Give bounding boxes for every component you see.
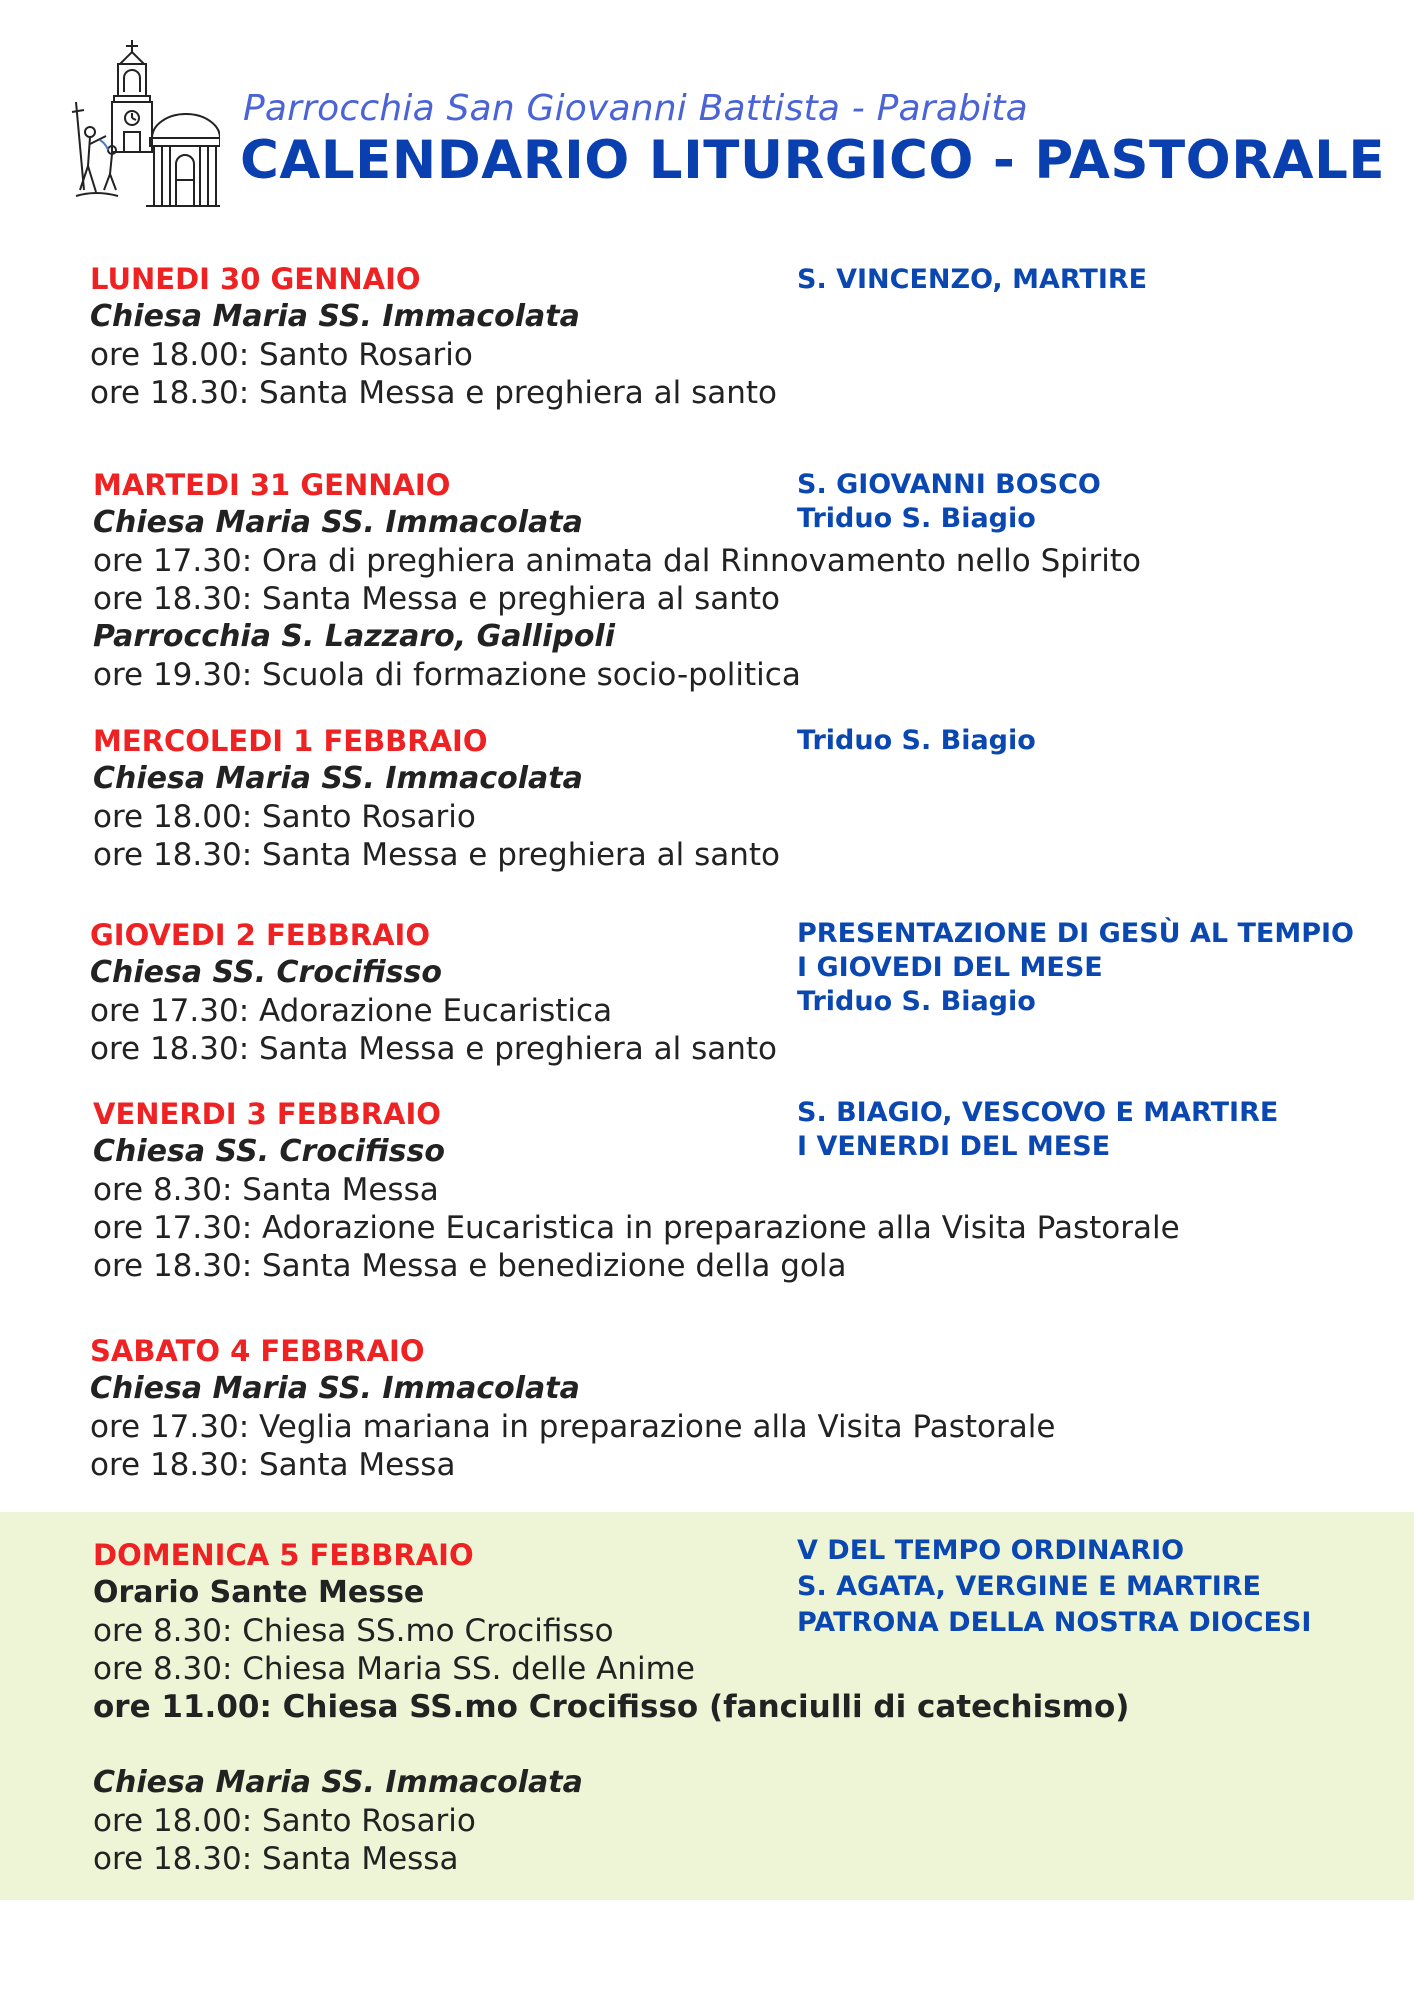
day-block (90, 916, 777, 1068)
schedule-entry: ore 18.30: Santa Messa (90, 1447, 456, 1483)
church-name: Parrocchia S. Lazzaro, Gallipoli (93, 619, 615, 654)
schedule-entry: ore 17.30: Veglia mariana in preparazione alla Visita Pastorale (90, 1409, 1056, 1445)
feast-info (797, 1533, 1311, 1641)
day-title: DOMENICA 5 FEBBRAIO (93, 1538, 474, 1572)
feast-info (797, 724, 1036, 758)
feast-line: S. VINCENZO, MARTIRE (797, 264, 1148, 295)
schedule-entry: ore 19.30: Scuola di formazione socio-politica (93, 657, 801, 693)
schedule-entry: ore 18.30: Santa Messa e preghiera al santo (90, 375, 778, 411)
feast-line: Triduo S. Biagio (797, 725, 1036, 756)
feast-line: S. AGATA, VERGINE E MARTIRE (797, 1571, 1261, 1602)
church-name: Chiesa SS. Crocifisso (93, 1134, 445, 1169)
feast-line: PRESENTAZIONE DI GESÙ AL TEMPIO (797, 918, 1354, 949)
day-title: SABATO 4 FEBBRAIO (90, 1334, 425, 1368)
day-block (90, 1332, 1055, 1484)
feast-line: S. GIOVANNI BOSCO (797, 469, 1101, 500)
day-block (93, 722, 780, 874)
day-title: GIOVEDI 2 FEBBRAIO (90, 918, 430, 952)
church-name: Chiesa Maria SS. Immacolata (93, 1765, 583, 1800)
mass-entry: ore 8.30: Chiesa Maria SS. delle Anime (93, 1651, 695, 1687)
feast-info (797, 468, 1101, 536)
parish-logo (70, 40, 220, 212)
schedule-entry: ore 8.30: Santa Messa (93, 1172, 439, 1208)
day-block (90, 260, 777, 412)
feast-info (797, 1096, 1278, 1164)
feast-line: S. BIAGIO, VESCOVO E MARTIRE (797, 1097, 1279, 1128)
day-title: LUNEDI 30 GENNAIO (90, 262, 421, 296)
feast-info (797, 917, 1354, 1019)
schedule-entry: ore 18.00: Santo Rosario (93, 799, 476, 835)
day-title: VENERDI 3 FEBBRAIO (93, 1097, 441, 1131)
schedule-entry: ore 18.30: Santa Messa e benedizione della gola (93, 1248, 847, 1284)
feast-line: I GIOVEDI DEL MESE (797, 952, 1103, 983)
feast-line: PATRONA DELLA NOSTRA DIOCESI (797, 1607, 1312, 1638)
schedule-entry: ore 18.30: Santa Messa (93, 1841, 459, 1877)
day-title: MERCOLEDI 1 FEBBRAIO (93, 724, 488, 758)
feast-line: Triduo S. Biagio (797, 503, 1036, 534)
spacer (93, 1726, 1129, 1764)
church-name: Chiesa Maria SS. Immacolata (93, 505, 583, 540)
masses-heading: Orario Sante Messe (93, 1575, 425, 1610)
schedule-entry: ore 18.30: Santa Messa e preghiera al santo (90, 1031, 778, 1067)
day-title: MARTEDI 31 GENNAIO (93, 468, 451, 502)
schedule-entry: ore 18.30: Santa Messa e preghiera al santo (93, 581, 781, 617)
feast-line: Triduo S. Biagio (797, 986, 1036, 1017)
schedule-entry: ore 17.30: Ora di preghiera animata dal Rinnovamento nello Spirito (93, 543, 1142, 579)
schedule-entry: ore 18.00: Santo Rosario (93, 1803, 476, 1839)
feast-info (797, 263, 1147, 297)
schedule-entry: ore 18.30: Santa Messa e preghiera al santo (93, 837, 781, 873)
feast-line: I VENERDI DEL MESE (797, 1131, 1111, 1162)
church-name: Chiesa Maria SS. Immacolata (93, 761, 583, 796)
schedule-entry: ore 18.00: Santo Rosario (90, 337, 473, 373)
page-title: CALENDARIO LITURGICO - PASTORALE (240, 130, 1386, 191)
mass-entry: ore 8.30: Chiesa SS.mo Crocifisso (93, 1613, 614, 1649)
church-name: Chiesa SS. Crocifisso (90, 955, 442, 990)
schedule-entry: ore 17.30: Adorazione Eucaristica (90, 993, 613, 1029)
parish-name: Parrocchia San Giovanni Battista - Parabita (243, 88, 1028, 129)
schedule-entry: ore 17.30: Adorazione Eucaristica in preparazione alla Visita Pastorale (93, 1210, 1180, 1246)
church-name: Chiesa Maria SS. Immacolata (90, 1371, 580, 1406)
feast-line: V DEL TEMPO ORDINARIO (797, 1535, 1185, 1566)
church-name: Chiesa Maria SS. Immacolata (90, 299, 580, 334)
mass-entry-highlight: ore 11.00: Chiesa SS.mo Crocifisso (fanciulli di catechismo) (93, 1689, 1130, 1725)
